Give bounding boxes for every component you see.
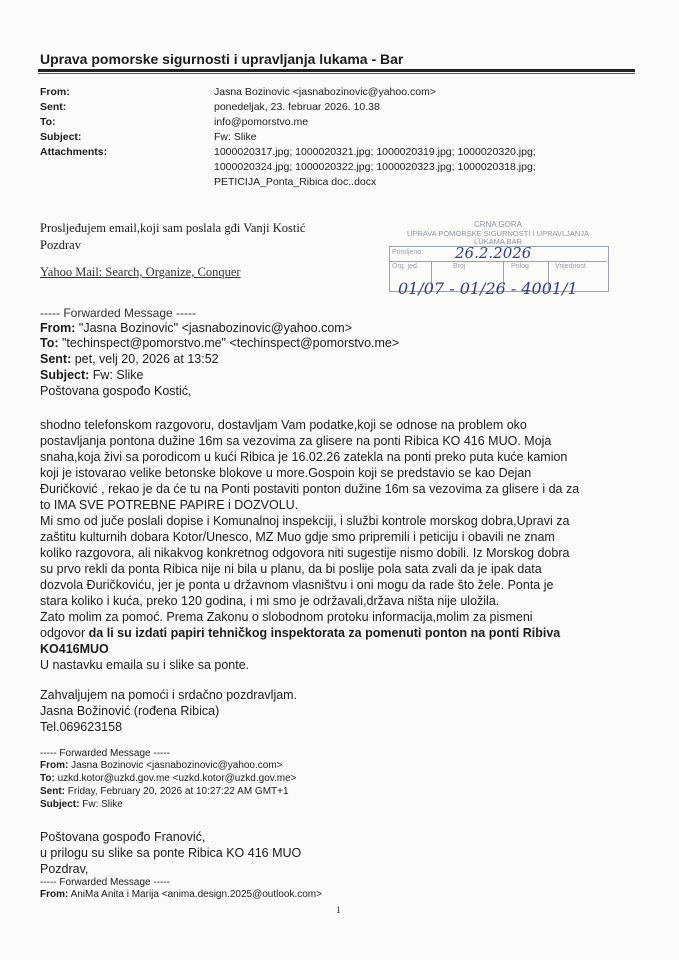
body-bold-request: da li su izdati papiri tehničkog inspektorata za pomenuti ponton na ponti Ribiva (88, 626, 561, 640)
forward-separator: ----- Forwarded Message ----- (40, 877, 171, 888)
subject-value: Fw: Slike (214, 131, 257, 143)
body-line: koji je istovarao velike betonske blokove u more.Gospoin koji se predstavio se kao Dejan (40, 466, 532, 480)
fwd1-to: "techinspect@pomorstvo.me" <techinspect@pomorstvo.me> (62, 336, 400, 350)
body-line: Mi smo od juče poslali dopise i Komunalnoj inspekciji, i službi kontrole morskog dobra,Upravi za (40, 514, 570, 528)
body-line: su prvo rekli da ponta Ribica nije ni bila u planu, da bi poslije pola sata zvali da je ipak data (40, 562, 542, 576)
fwd1-subject-label: Subject: (40, 368, 90, 382)
fwd1-greeting: Poštovana gospođo Kostić, (40, 384, 192, 398)
handwritten-registry-number: 01/07 - 01/26 - 4001/1 (398, 279, 578, 298)
fwd2-subject: Fw: Slike (82, 799, 123, 810)
body-line: Zato molim za pomoć. Prema Zakonu o slobodnom protoku informacija,molim za pismeni (40, 610, 533, 624)
forward-separator: ----- Forwarded Message ----- (40, 306, 197, 320)
attachments-label: Attachments: (40, 146, 108, 158)
fwd1-sent: pet, velj 20, 2026 at 13:52 (74, 352, 219, 366)
fwd3-from-label: From: (40, 889, 69, 900)
handwritten-date: 26.2.2026 (455, 244, 532, 262)
stamp-authority-city: LUKAMA BAR (474, 237, 522, 246)
stamp-label-number: Broj (453, 263, 466, 270)
stamp-label-org: Org. jed. (392, 263, 419, 270)
fwd2-from: Jasna Bozinovic <jasnabozinovic@yahoo.com> (71, 760, 283, 771)
attachment-line: PETICIJA_Ponta_Ribica doc..docx (214, 176, 377, 188)
body-line: stara koliko i kuća, preko 120 godina, i mi smo je održavali,država ništa nije uložila. (40, 594, 500, 608)
title-rule-thin (38, 73, 635, 74)
signature-name: Jasna Božinović (rođena Ribica) (40, 704, 220, 718)
attachment-line: 1000020317.jpg; 1000020321.jpg; 1000020319.jpg; 1000020320.jpg; (214, 146, 536, 158)
body-line: koliko razgovora, ali nikakvog konkretnog odgovora niti sugestije nismo dobili. Iz Morskog dobra (40, 546, 570, 560)
title-rule (38, 69, 635, 72)
yahoo-link[interactable]: Yahoo Mail: Search, Organize, Conquer (40, 265, 241, 279)
fwd2-to: uzkd.kotor@uzkd.gov.me <uzkd.kotor@uzkd.gov.me> (57, 773, 297, 784)
to-value: info@pomorstvo.me (214, 116, 309, 128)
fwd2-from-label: From: (40, 760, 69, 771)
body-line: dozvola Đuričkoviću, jer je ponta u državnom vlasništvu i oni mogu da rade što žele. Ponta je (40, 578, 554, 592)
body-line: snaha,koja živi sa porodicom u kući Ribica je 16.02.26 zatekla na ponti preko puta kuće kamion (40, 450, 568, 464)
sent-value: ponedeljak, 23. februar 2026. 10.38 (214, 101, 380, 113)
fwd1-to-label: To: (40, 336, 59, 350)
stamp-label-value: Vrijednost (555, 263, 586, 270)
stamp-authority: UPRAVA POMORSKE SIGURNOSTI I UPRAVLJANJA (406, 229, 590, 238)
fwd1-sent-label: Sent: (40, 352, 72, 366)
stamp-label-received: Primljeno: (392, 249, 424, 256)
stamp-country: CRNA GORA (473, 220, 522, 229)
sent-label: Sent: (40, 101, 67, 113)
subject-label: Subject: (40, 131, 82, 143)
fwd2-subject-label: Subject: (40, 799, 80, 810)
closing-line: Zahvaljujem na pomoći i srdačno pozdravljam. (40, 688, 298, 702)
from-label: From: (40, 86, 70, 98)
forward-separator: ----- Forwarded Message ----- (40, 748, 171, 759)
stamp-label-attach: Prilog (511, 263, 529, 270)
fwd2-greeting: Poštovana gospođo Franović, (40, 830, 206, 844)
page-number: 1 (336, 905, 341, 915)
from-value: Jasna Bozinovic <jasnabozinovic@yahoo.com> (214, 86, 436, 98)
fwd2-sent: Friday, February 20, 2026 at 10:27:22 AM GMT+1 (67, 786, 289, 797)
fwd1-from-label: From: (40, 321, 76, 335)
fwd2-sent-label: Sent: (40, 786, 65, 797)
body-line: postavljanja pontona dužine 16m sa vezovima za glisere na ponti Ribica KO 416 MUO. Moja (40, 434, 552, 448)
body-line: zaštitu kulturnih dobara Kotor/Unesco, MZ Muo gdje smo pripremili i peticiju i obavili ne znam (40, 530, 555, 544)
fwd2-line: Pozdrav, (40, 862, 89, 876)
body-odgovor: odgovor (40, 626, 89, 640)
fwd2-to-label: To: (40, 773, 55, 784)
body-bold-request: KO416MUO (40, 642, 109, 656)
fwd1-subject: Fw: Slike (92, 368, 144, 382)
fwd1-from: "Jasna Bozinovic" <jasnabozinovic@yahoo.com> (78, 321, 353, 335)
to-label: To: (40, 116, 56, 128)
fwd3-from: AniMa Anita i Marija <anima.design.2025@outlook.com> (70, 889, 322, 900)
intro-line: Prosljeđujem email,koji sam poslala gđi Vanji Kostić (40, 221, 306, 235)
body-line: shodno telefonskom razgovoru, dostavljam Vam podatke,koji se odnose na problem oko (40, 418, 527, 432)
body-line: Đuričković , rekao je da će tu na Ponti postaviti ponton dužine 16m sa vezovima za glisere i da za (40, 482, 580, 496)
body-line: to IMA SVE POTREBNE PAPIRE i DOZVOLU. (40, 498, 299, 512)
body-line: U nastavku emaila su i slike sa ponte. (40, 658, 250, 672)
intro-line: Pozdrav (40, 238, 81, 252)
page-title: Uprava pomorske sigurnosti i upravljanja lukama - Bar (40, 51, 404, 67)
signature-phone: Tel.069623158 (40, 720, 123, 734)
fwd2-line: u prilogu su slike sa ponte Ribica KO 416 MUO (40, 846, 302, 860)
attachment-line: 1000020324.jpg; 1000020322.jpg; 1000020323.jpg; 1000020318.jpg; (214, 161, 536, 173)
